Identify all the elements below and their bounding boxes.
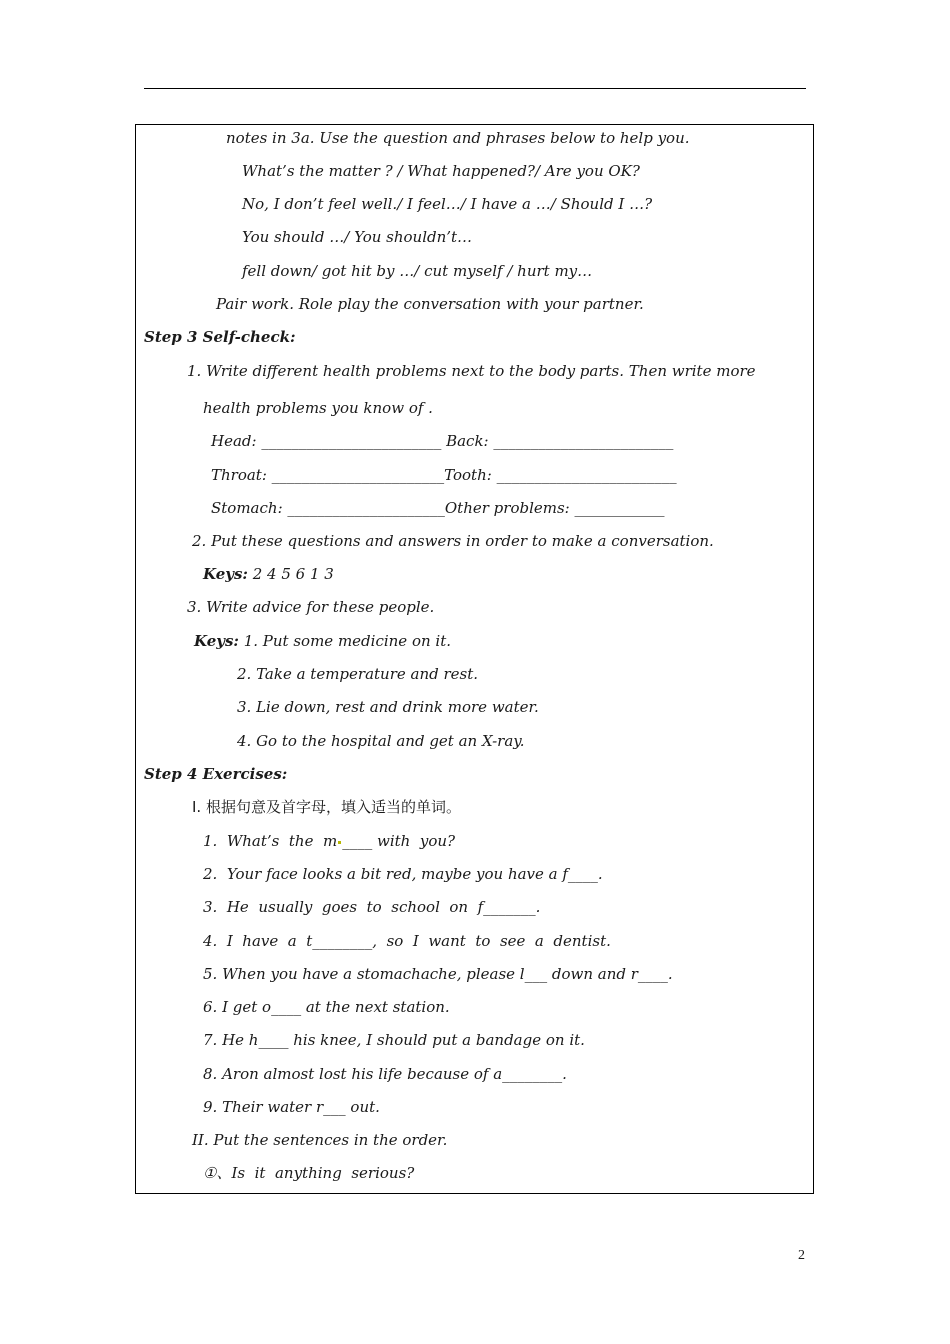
step3-heading: Step 3 Self-check: bbox=[144, 328, 296, 346]
keys-label: Keys: bbox=[203, 565, 248, 583]
head-back-line: Head: ________________________ Back: ________________________ bbox=[211, 432, 674, 450]
keys-3 bbox=[194, 631, 451, 651]
part-2-heading: II. Put the sentences in the order. bbox=[192, 1131, 448, 1149]
page-number: 2 bbox=[798, 1248, 805, 1263]
instruction-line: notes in 3a. Use the question and phrases below to help you. bbox=[226, 129, 690, 147]
question-1-cont: health problems you know of . bbox=[203, 399, 433, 417]
key-answer: 4. Go to the hospital and get an X-ray. bbox=[237, 732, 525, 750]
order-sentence-1: ①、Is it anything serious? bbox=[203, 1164, 415, 1182]
keys-label: Keys: bbox=[194, 632, 239, 650]
question-3: 3. Write advice for these people. bbox=[187, 598, 435, 616]
exercise-1-end: ____ with you? bbox=[342, 832, 456, 850]
phrase-line: You should …/ You shouldn’t… bbox=[242, 228, 473, 246]
exercise-7: 7. He h____ his knee, I should put a bandage on it. bbox=[203, 1031, 585, 1049]
exercise-3: 3. He usually goes to school on f_______. bbox=[203, 898, 541, 916]
exercise-8: 8. Aron almost lost his life because of a________. bbox=[203, 1065, 567, 1083]
step4-heading: Step 4 Exercises: bbox=[144, 765, 288, 783]
exercise-1-start: 1. What’s the m bbox=[203, 832, 338, 850]
key-answer: 3. Lie down, rest and drink more water. bbox=[237, 698, 539, 716]
part-1-heading: I. 根据句意及首字母，填入适当的单词。 bbox=[192, 798, 461, 816]
throat-tooth-line: Throat: _______________________Tooth: ________________________ bbox=[211, 466, 677, 484]
exercise-5: 5. When you have a stomachache, please l___ down and r____. bbox=[203, 965, 673, 983]
header-rule bbox=[144, 88, 806, 89]
keys-2 bbox=[203, 564, 334, 584]
key-answer: 2. Take a temperature and rest. bbox=[237, 665, 479, 683]
exercise-2: 2. Your face looks a bit red, maybe you have a f____. bbox=[203, 865, 603, 883]
phrase-line: No, I don’t feel well./ I feel…/ I have a …/ Should I …? bbox=[242, 195, 653, 213]
exercise-9: 9. Their water r___ out. bbox=[203, 1098, 380, 1116]
exercise-1 bbox=[203, 831, 455, 851]
question-2: 2. Put these questions and answers in order to make a conversation. bbox=[192, 532, 714, 550]
phrase-line: What’s the matter ? / What happened?/ Are you OK? bbox=[242, 162, 640, 180]
exercise-6: 6. I get o____ at the next station. bbox=[203, 998, 450, 1016]
keys-value: 2 4 5 6 1 3 bbox=[247, 565, 334, 583]
question-1: 1. Write different health problems next to the body parts. Then write more bbox=[187, 362, 756, 380]
phrase-line: fell down/ got hit by …/ cut myself / hurt my… bbox=[242, 262, 593, 280]
marker-dot bbox=[338, 841, 341, 844]
stomach-other-line: Stomach: _____________________Other problems: ____________ bbox=[211, 499, 665, 517]
keys-value: 1. Put some medicine on it. bbox=[238, 632, 452, 650]
exercise-4: 4. I have a t________, so I want to see a dentist. bbox=[203, 932, 611, 950]
pair-work-line: Pair work. Role play the conversation with your partner. bbox=[216, 295, 644, 313]
